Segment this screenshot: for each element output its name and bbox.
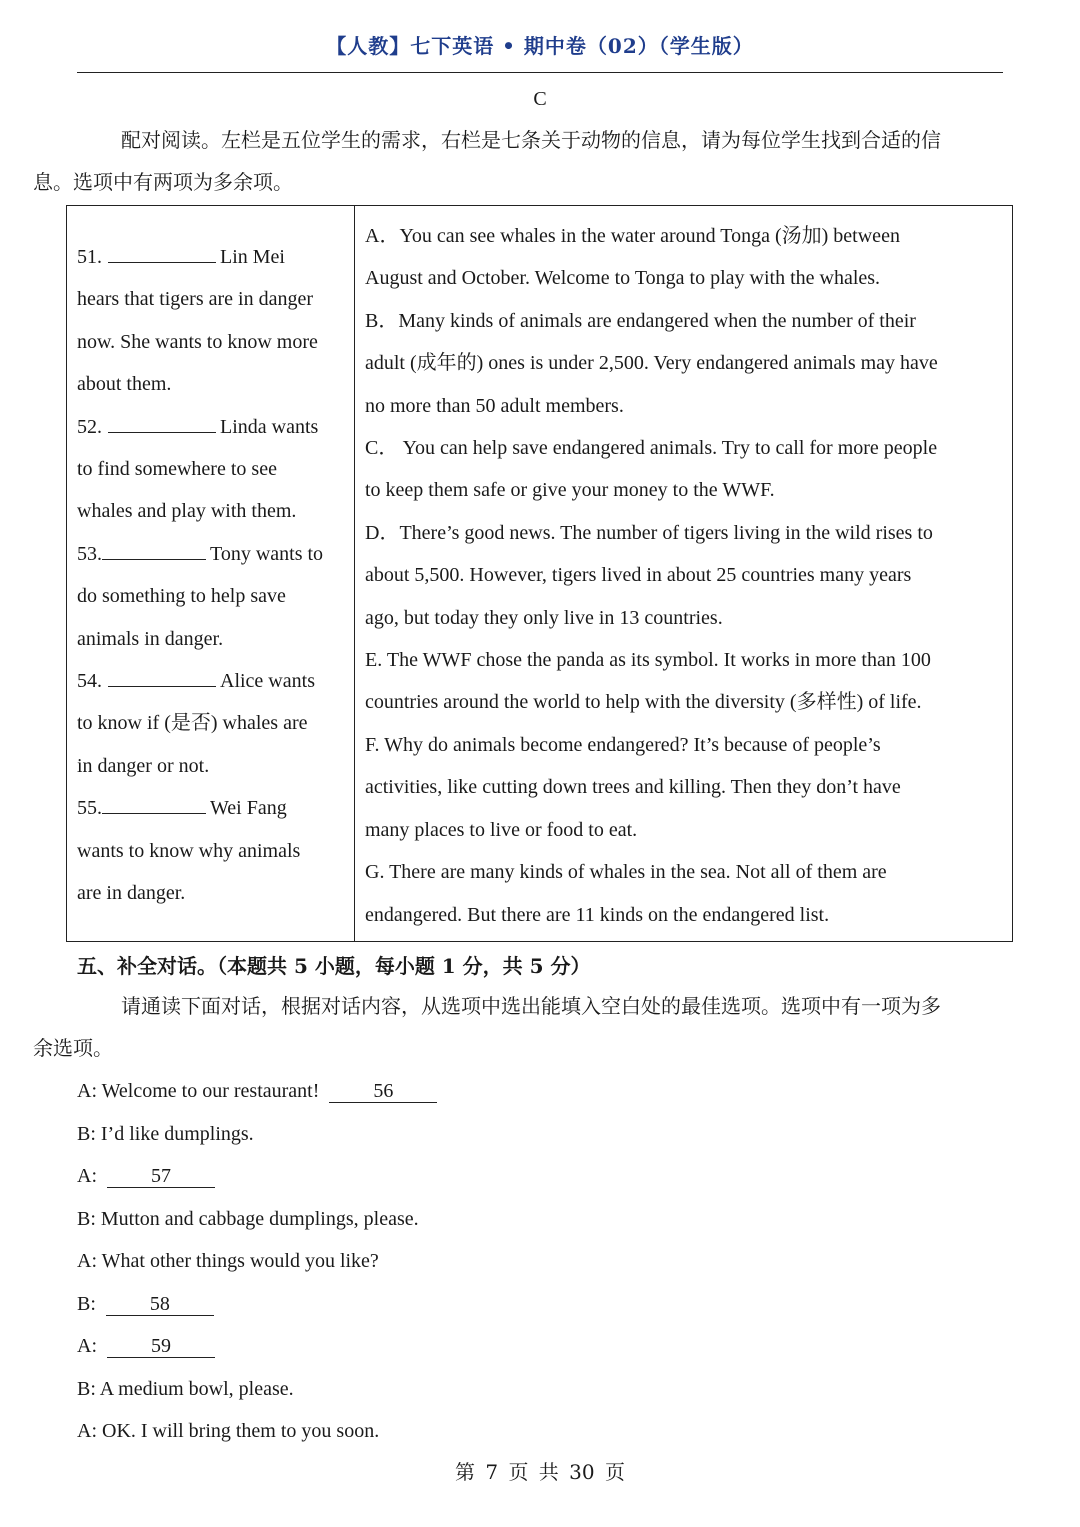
question-number: 53.	[77, 542, 102, 565]
option-text: activities, like cutting down trees and killing. Then they don’t have	[365, 776, 901, 799]
question-number: 51.	[77, 246, 102, 268]
option-f	[365, 724, 1005, 851]
instruction-line-2: 息。选项中有两项为多余项。	[33, 170, 293, 194]
need-text: do something to help save	[77, 585, 286, 608]
option-g	[365, 851, 1005, 936]
dialogue-text: A: OK. I will bring them to you soon.	[77, 1420, 380, 1442]
page-header-title: 【人教】七下英语 • 期中卷（02）（学生版）	[326, 34, 754, 58]
option-text: E. The WWF chose the panda as its symbol. It works in more than 100	[365, 649, 931, 672]
option-text: about 5,500. However, tigers lived in about 25 countries many years	[365, 564, 912, 587]
section-five-title: 五、补全对话。（本题共 5 小题，每小题 1 分，共 5 分）	[77, 954, 591, 978]
dialogue-blank[interactable]: 59	[107, 1335, 215, 1358]
instruction-line-1: 配对阅读。左栏是五位学生的需求，右栏是七条关于动物的信息，请为每位学生找到合适的信	[121, 128, 941, 152]
need-item	[77, 236, 347, 406]
instruction-line-1: 请通读下面对话，根据对话内容，从选项中选出能填入空白处的最佳选项。选项中有一项为多	[121, 994, 941, 1018]
dialogue-blank[interactable]: 58	[106, 1293, 214, 1316]
option-text: to keep them safe or give your money to the WWF.	[365, 479, 775, 502]
option-text: F. Why do animals become endangered? It’s because of people’s	[365, 733, 881, 756]
need-text: now. She wants to know more	[77, 330, 318, 353]
dialogue-text: B: Mutton and cabbage dumplings, please.	[77, 1207, 419, 1230]
need-item	[77, 660, 347, 787]
section-letter: C	[533, 88, 547, 110]
option-text: C． You can help save endangered animals. Try to call for more people	[365, 437, 938, 460]
need-text: are in danger.	[77, 882, 186, 905]
need-text: about them.	[77, 373, 172, 396]
table-column-divider	[354, 206, 355, 941]
student-needs-column	[77, 236, 347, 915]
dialogue-line	[77, 1368, 977, 1411]
question-number: 55.	[77, 797, 102, 820]
need-text: wants to know why animals	[77, 839, 301, 862]
question-number: 54.	[77, 670, 102, 693]
dialogue-line	[77, 1155, 977, 1198]
dialogue-text: A: What other things would you like?	[77, 1250, 379, 1272]
option-text: G. There are many kinds of whales in the sea. Not all of them are	[365, 861, 887, 884]
option-text: A．You can see whales in the water around Tonga (汤加) between	[365, 225, 900, 247]
option-a	[365, 215, 1005, 300]
need-item	[77, 406, 347, 533]
instruction-line-2: 余选项。	[33, 1036, 113, 1060]
option-text: many places to live or food to eat.	[365, 818, 638, 841]
option-text: countries around the world to help with the diversity (多样性) of life.	[365, 691, 922, 714]
question-number: 52.	[77, 415, 102, 438]
dialogue	[77, 1070, 977, 1453]
dialogue-text: A: Welcome to our restaurant!	[77, 1080, 320, 1102]
dialogue-text: A:	[77, 1165, 97, 1187]
dialogue-text: A:	[77, 1335, 97, 1357]
dialogue-text: B: I’d like dumplings.	[77, 1122, 254, 1145]
need-text: Wei Fang	[210, 797, 287, 820]
option-text: adult (成年的) ones is under 2,500. Very endangered animals may have	[365, 352, 938, 375]
option-e	[365, 639, 1005, 724]
dialogue-line	[77, 1198, 977, 1241]
need-text: Linda wants	[220, 415, 319, 438]
answer-blank[interactable]	[102, 541, 206, 560]
answer-blank[interactable]	[108, 414, 216, 433]
dialogue-text: B:	[77, 1292, 96, 1315]
dialogue-line	[77, 1410, 977, 1453]
need-text: Tony wants to	[210, 542, 324, 565]
option-d	[365, 512, 1005, 639]
option-text: no more than 50 adult members.	[365, 394, 624, 417]
page-footer: 第 7 页 共 30 页	[455, 1460, 625, 1484]
dialogue-blank[interactable]: 56	[329, 1080, 437, 1103]
animal-info-column	[365, 215, 1005, 936]
dialogue-blank[interactable]: 57	[107, 1165, 215, 1188]
dialogue-line	[77, 1283, 977, 1326]
need-item	[77, 533, 347, 660]
option-text: D．There’s good news. The number of tigers living in the wild rises to	[365, 521, 933, 544]
need-text: to find somewhere to see	[77, 458, 277, 481]
dialogue-line	[77, 1240, 977, 1283]
need-text: animals in danger.	[77, 627, 224, 650]
header-divider	[77, 72, 1003, 73]
need-text: Alice wants	[220, 670, 315, 693]
answer-blank[interactable]	[102, 795, 206, 814]
option-text: ago, but today they only live in 13 countries.	[365, 606, 723, 629]
dialogue-line	[77, 1070, 977, 1113]
need-text: to know if (是否) whales are	[77, 712, 308, 735]
need-text: Lin Mei	[220, 246, 285, 268]
option-text: August and October. Welcome to Tonga to play with the whales.	[365, 267, 881, 290]
dialogue-line	[77, 1113, 977, 1156]
dialogue-line	[77, 1325, 977, 1368]
section-c-instructions	[33, 119, 1007, 203]
need-text: whales and play with them.	[77, 500, 297, 523]
answer-blank[interactable]	[108, 244, 216, 263]
matching-table	[66, 205, 1013, 942]
need-text: hears that tigers are in danger	[77, 288, 314, 311]
answer-blank[interactable]	[108, 668, 216, 687]
need-item	[77, 787, 347, 914]
need-text: in danger or not.	[77, 754, 210, 777]
option-c	[365, 427, 1005, 512]
section-five-instructions	[33, 985, 1007, 1069]
option-b	[365, 300, 1005, 427]
dialogue-text: B: A medium bowl, please.	[77, 1377, 294, 1400]
option-text: B．Many kinds of animals are endangered when the number of their	[365, 309, 916, 332]
option-text: endangered. But there are 11 kinds on the endangered list.	[365, 903, 830, 926]
